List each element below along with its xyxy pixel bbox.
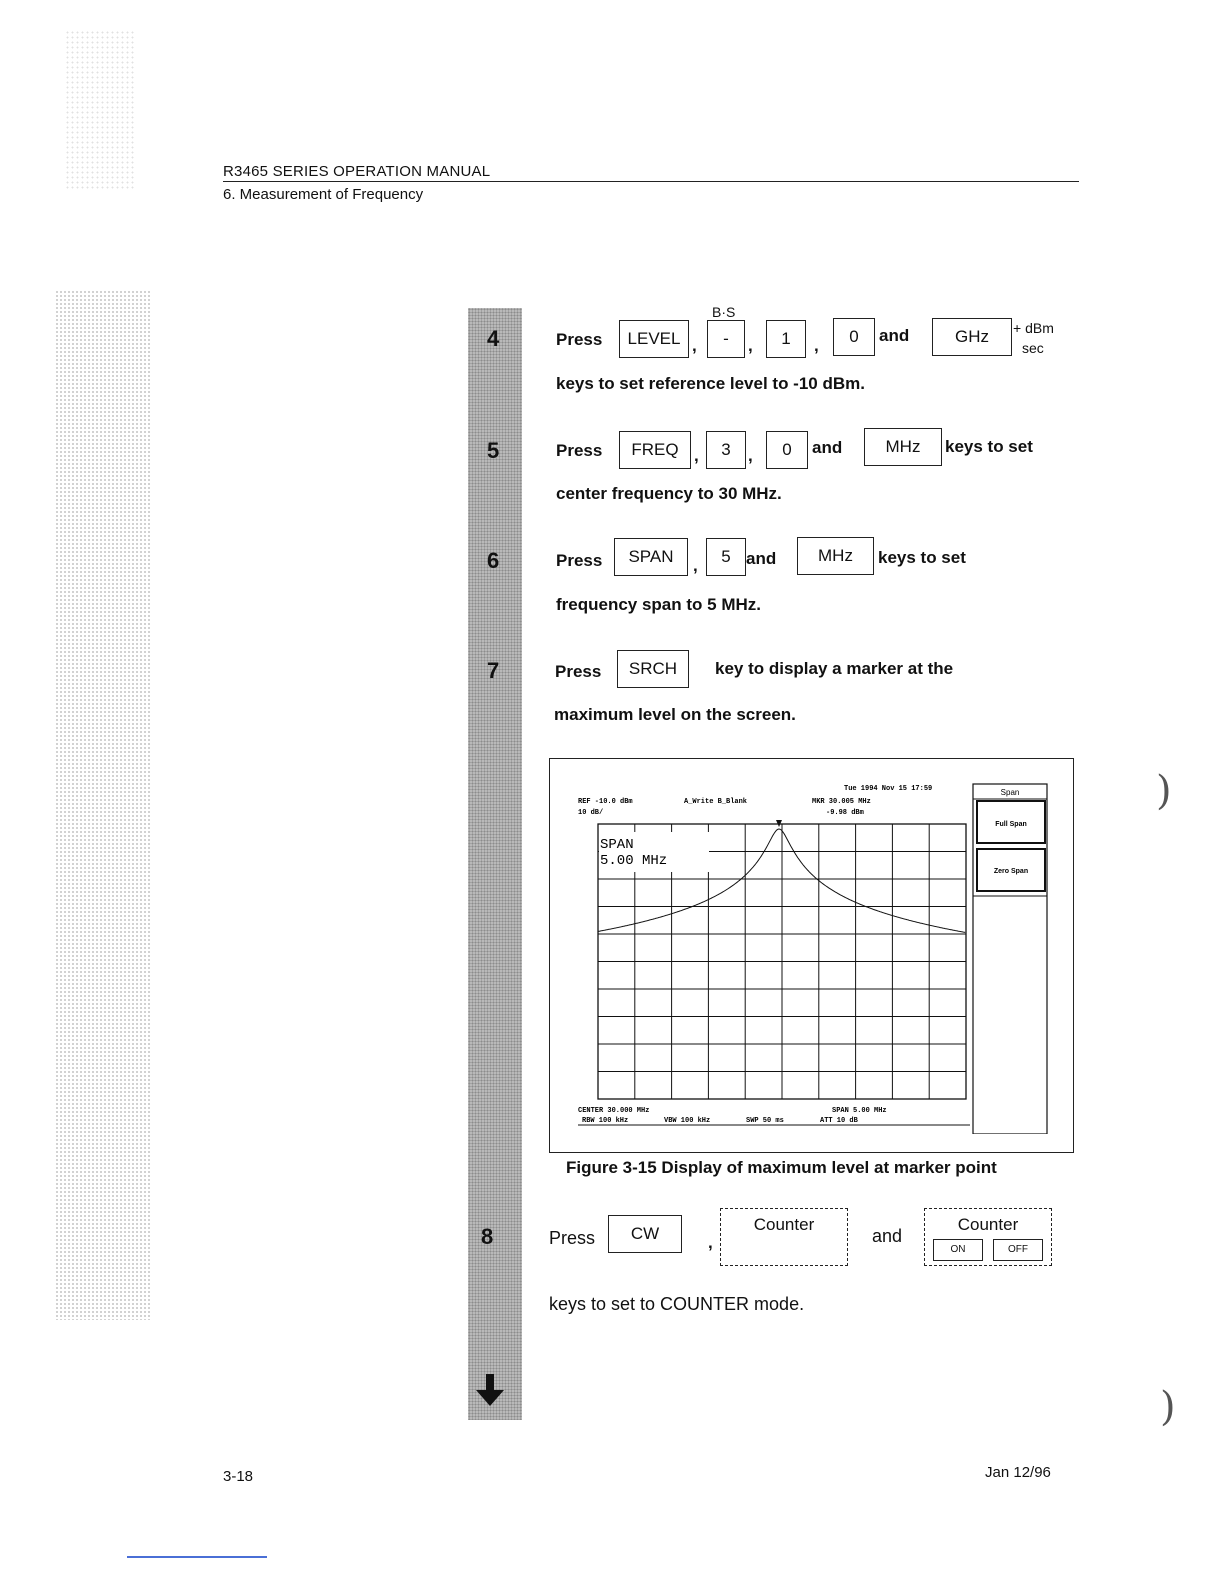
full-span-label: Full Span xyxy=(995,821,1027,828)
srch-key[interactable]: SRCH xyxy=(617,650,689,688)
screen-sweep: SWP 50 ms xyxy=(746,1117,784,1125)
screen-ref-level: REF -10.0 dBm xyxy=(578,798,633,806)
continue-arrow-icon xyxy=(474,1372,506,1408)
revision-date: Jan 12/96 xyxy=(985,1464,1051,1481)
unit-sec: sec xyxy=(1022,340,1044,356)
digit-0-key[interactable]: 0 xyxy=(833,318,875,356)
step6-description: frequency span to 5 MHz. xyxy=(556,595,761,614)
counter-softkey[interactable] xyxy=(720,1208,848,1266)
step4-and: and xyxy=(879,326,910,345)
screen-center-freq: CENTER 30.000 MHz xyxy=(578,1107,650,1115)
span-key[interactable]: SPAN xyxy=(614,538,688,576)
screen-marker-freq: MKR 30.005 MHz xyxy=(812,798,871,806)
zero-span-label: Zero Span xyxy=(993,868,1029,875)
ghz-key[interactable]: GHz xyxy=(932,318,1012,356)
cw-key[interactable]: CW xyxy=(608,1215,682,1253)
screen-span-label: SPAN xyxy=(600,837,634,853)
counter-on-off-softkey[interactable] xyxy=(924,1208,1052,1266)
step4-press: Press xyxy=(556,330,603,349)
step-number-8: 8 xyxy=(481,1224,494,1249)
screen-vbw: VBW 100 kHz xyxy=(664,1117,711,1125)
step6-tail: keys to set xyxy=(878,548,966,567)
step5-press: Press xyxy=(556,441,603,460)
figure-caption: Figure 3-15 Display of maximum level at marker point xyxy=(566,1158,997,1177)
manual-title: R3465 SERIES OPERATION MANUAL xyxy=(223,163,491,180)
page-number: 3-18 xyxy=(223,1468,254,1485)
freq-key[interactable]: FREQ xyxy=(619,431,691,469)
scan-speckle-left xyxy=(55,290,150,1320)
scan-mark-icon: ) xyxy=(1156,768,1172,814)
step8-and: and xyxy=(872,1226,903,1246)
counter-on-key[interactable]: ON xyxy=(933,1239,983,1261)
step7-description: maximum level on the screen. xyxy=(554,705,796,724)
screen-attenuation: ATT 10 dB xyxy=(820,1117,858,1125)
minus-key[interactable]: - xyxy=(707,320,745,358)
scan-mark-icon-2: ) xyxy=(1160,1384,1176,1430)
menu-title: Span xyxy=(1000,788,1020,797)
screen-trace-mode: A_Write B_Blank xyxy=(684,798,748,806)
header-rule xyxy=(223,181,1079,182)
screen-datetime: Tue 1994 Nov 15 17:59 xyxy=(844,785,933,793)
step5-description: center frequency to 30 MHz. xyxy=(556,484,782,503)
screen-rbw: RBW 100 kHz xyxy=(582,1117,629,1125)
screen-span-value: 5.00 MHz xyxy=(600,853,668,869)
step7-press: Press xyxy=(555,662,602,681)
step6-and: and xyxy=(746,549,777,568)
step8-press: Press xyxy=(549,1228,596,1248)
step5-and: and xyxy=(812,438,843,457)
unit-dbm: + dBm xyxy=(1013,320,1054,336)
digit-5-key[interactable]: 5 xyxy=(706,538,746,576)
screen-scale: 10 dB/ xyxy=(578,809,604,817)
counter2-label: Counter xyxy=(957,1215,1019,1234)
scan-speckle-top xyxy=(65,30,135,190)
screen-span-bottom: SPAN 5.00 MHz xyxy=(832,1107,887,1115)
step-number-6: 6 xyxy=(487,548,500,573)
step-number-5: 5 xyxy=(487,438,500,463)
step4-description: keys to set reference level to -10 dBm. xyxy=(556,374,865,393)
step5-tail: keys to set xyxy=(945,437,1033,456)
mhz-key[interactable]: MHz xyxy=(864,428,942,466)
counter-off-key[interactable]: OFF xyxy=(993,1239,1043,1261)
analyzer-screen xyxy=(576,782,1048,1134)
step6-press: Press xyxy=(556,551,603,570)
step7-tail: key to display a marker at the xyxy=(715,659,954,678)
step-sidebar xyxy=(468,308,522,1420)
step-number-4: 4 xyxy=(487,326,500,351)
bs-label: B·S xyxy=(712,304,736,320)
level-key[interactable]: LEVEL xyxy=(619,320,689,358)
digit-3-key[interactable]: 3 xyxy=(706,431,746,469)
screen-marker-level: -9.98 dBm xyxy=(826,809,864,817)
digit-0-key-step5[interactable]: 0 xyxy=(766,431,808,469)
step8-description: keys to set to COUNTER mode. xyxy=(549,1294,805,1314)
counter-label: Counter xyxy=(753,1215,815,1234)
section-title: 6. Measurement of Frequency xyxy=(223,186,424,203)
mhz-key-step6[interactable]: MHz xyxy=(797,537,874,575)
step-number-7: 7 xyxy=(487,658,500,683)
scan-edge-line xyxy=(127,1556,267,1558)
digit-1-key[interactable]: 1 xyxy=(766,320,806,358)
softkey-menu xyxy=(973,784,1047,1134)
